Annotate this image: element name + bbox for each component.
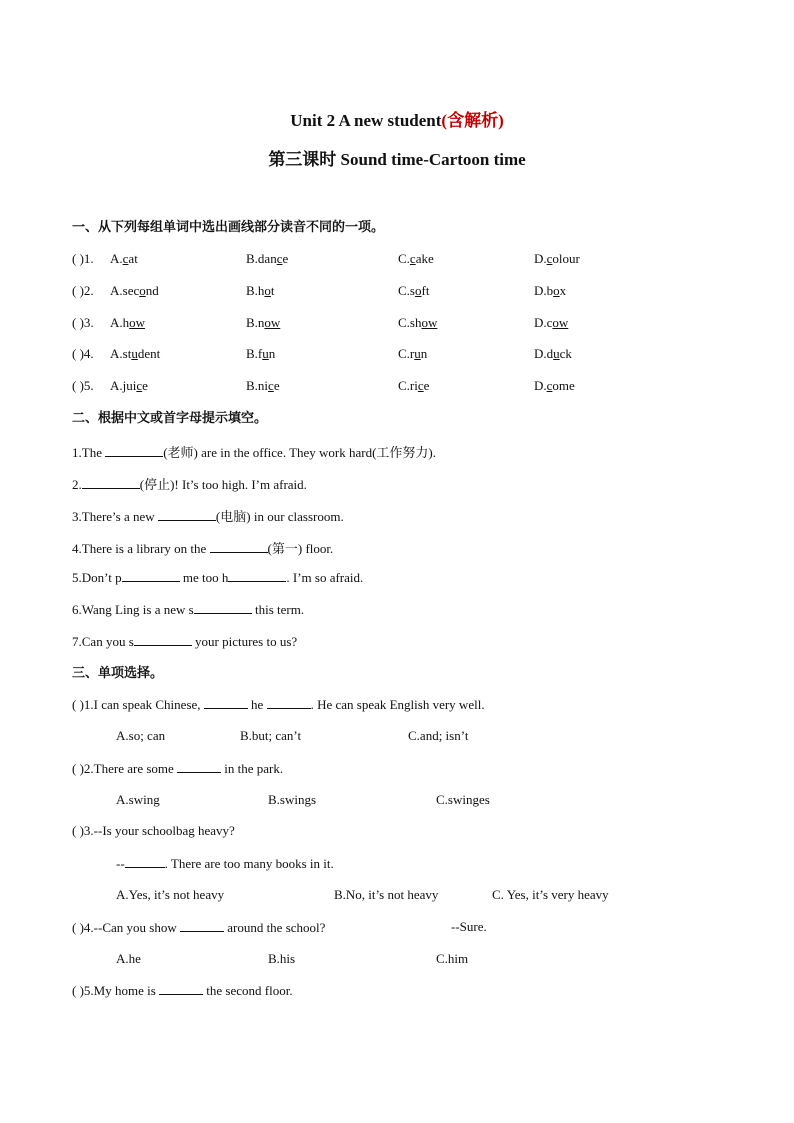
option-b[interactable]: B.No, it’s not heavy [334, 887, 439, 902]
word-part: A.sec [110, 283, 140, 298]
word-part: at [128, 251, 138, 266]
underlined-letters: c [268, 378, 274, 393]
word-part: e [282, 251, 289, 266]
word-part: dent [137, 346, 161, 361]
answer-blank[interactable] [105, 444, 163, 457]
phonics-option-d[interactable] [534, 346, 572, 362]
phonics-option-a[interactable] [110, 346, 160, 362]
phonics-item-number: ( )1. [72, 251, 94, 266]
option-a[interactable]: A.so; can [116, 728, 166, 743]
phonics-option-c[interactable] [398, 251, 434, 267]
underlined-letters: ow [264, 315, 281, 330]
phonics-option-b[interactable] [246, 283, 275, 299]
phonics-option-c[interactable] [398, 283, 429, 299]
phonics-option-d[interactable] [534, 378, 575, 394]
answer-blank[interactable] [228, 569, 286, 582]
underlined-letters: ow [552, 315, 569, 330]
word-part: e [142, 378, 148, 393]
title-main: Unit 2 A new student [290, 111, 442, 130]
underlined-letters: o [553, 283, 560, 298]
option-c[interactable]: C.him [436, 951, 469, 966]
word-part: n [268, 346, 276, 361]
word-part: ome [552, 378, 575, 393]
fill-item-2: 2. (停止)! It’s too high. I’m afraid. [72, 477, 307, 492]
phonics-option-d[interactable] [534, 251, 580, 267]
word-part: B.f [246, 346, 263, 361]
option-a[interactable]: A.swing [116, 792, 160, 807]
answer-blank[interactable] [134, 633, 192, 646]
underlined-letters: o [264, 283, 271, 298]
word-part: x [559, 283, 567, 298]
underlined-letters: o [414, 283, 422, 298]
option-b[interactable]: B.swings [268, 792, 317, 807]
word-part: ck [559, 346, 572, 361]
word-part: D.d [534, 346, 554, 361]
fill-item-6: 6.Wang Ling is a new s this term. [72, 602, 305, 617]
word-part: D. [534, 378, 547, 393]
choice-question-1: ( )1.I can speak Chinese, he . He can speak English very well. [72, 697, 485, 712]
word-part: D. [534, 251, 547, 266]
word-part: B.dan [246, 251, 277, 266]
underlined-letters: c [276, 251, 283, 266]
word-part: nd [145, 283, 159, 298]
page-title [0, 106, 794, 131]
phonics-option-a[interactable] [110, 283, 159, 299]
phonics-option-a[interactable] [110, 378, 148, 394]
answer-blank[interactable] [159, 982, 203, 995]
option-a[interactable]: A.Yes, it’s not heavy [116, 887, 225, 902]
underlined-letters: o [139, 283, 146, 298]
word-part: n [420, 346, 428, 361]
phonics-option-b[interactable] [246, 251, 288, 267]
word-part: olour [552, 251, 580, 266]
answer-blank[interactable] [177, 760, 221, 773]
answer-blank[interactable] [82, 476, 140, 489]
underlined-letters: c [409, 251, 416, 266]
answer-blank[interactable] [180, 919, 224, 932]
section2-heading: 二、根据中文或首字母提示填空。 [72, 411, 268, 426]
option-b[interactable]: B.his [268, 951, 296, 966]
answer-blank[interactable] [122, 569, 180, 582]
word-part: C.ri [398, 378, 418, 393]
word-part: e [273, 378, 280, 393]
word-part: A. [110, 251, 123, 266]
word-part: B.h [246, 283, 265, 298]
answer-blank[interactable] [125, 855, 165, 868]
underlined-letters: u [414, 346, 421, 361]
phonics-option-b[interactable] [246, 315, 280, 331]
fill-item-1: 1.The (老师) are in the office. They work hard(工作努力). [72, 445, 437, 460]
phonics-item-number: ( )3. [72, 315, 94, 330]
underlined-letters: c [122, 251, 129, 266]
word-part: C.r [398, 346, 415, 361]
option-a[interactable]: A.he [116, 951, 141, 966]
underlined-letters: u [131, 346, 138, 361]
word-part: B.ni [246, 378, 269, 393]
word-part: A.jui [110, 378, 137, 393]
section1-heading: 一、从下列每组单词中选出画线部分读音不同的一项。 [72, 220, 385, 235]
fill-item-4: 4.There is a library on the (第一) floor. [72, 541, 334, 556]
underlined-letters: c [546, 251, 553, 266]
phonics-option-b[interactable] [246, 378, 280, 394]
word-part: ake [415, 251, 434, 266]
answer-blank[interactable] [267, 696, 311, 709]
answer-blank[interactable] [210, 540, 268, 553]
option-c[interactable]: C.swinges [436, 792, 490, 807]
word-part: B.n [246, 315, 265, 330]
phonics-option-c[interactable] [398, 315, 437, 331]
fill-item-7: 7.Can you s your pictures to us? [72, 634, 298, 649]
choice-question-4: ( )4.--Can you show around the school? [72, 920, 326, 935]
fill-item-3: 3.There’s a new (电脑) in our classroom. [72, 509, 344, 524]
word-part: t [270, 283, 275, 298]
word-part: C.s [398, 283, 415, 298]
underlined-letters: ow [421, 315, 438, 330]
choice-question-5: ( )5.My home is the second floor. [72, 983, 293, 998]
underlined-letters: ow [129, 315, 146, 330]
answer-blank[interactable] [204, 696, 248, 709]
phonics-item-number: ( )2. [72, 283, 94, 298]
phonics-option-c[interactable] [398, 378, 429, 394]
underlined-letters: c [136, 378, 143, 393]
phonics-option-a[interactable] [110, 251, 138, 267]
option-b[interactable]: B.but; can’t [240, 728, 302, 743]
word-part: A.st [110, 346, 132, 361]
phonics-option-c[interactable] [398, 346, 427, 362]
question-3-answer-line: -- . There are too many books in it. [116, 856, 334, 871]
choice-question-2: ( )2.There are some in the park. [72, 761, 284, 776]
word-part: D.b [534, 283, 554, 298]
word-part: C. [398, 251, 410, 266]
section3-heading: 三、单项选择。 [72, 666, 164, 681]
title-annotation: (含解析) [441, 111, 504, 130]
fill-item-5: 5.Don’t p me too h . I’m so afraid. [72, 570, 364, 585]
phonics-option-a[interactable] [110, 315, 145, 331]
word-part: C.sh [398, 315, 422, 330]
phonics-option-d[interactable] [534, 315, 568, 331]
phonics-item-number: ( )4. [72, 346, 94, 361]
page-subtitle: 第三课时 Sound time-Cartoon time [268, 150, 526, 169]
word-part: D.c [534, 315, 553, 330]
option-c[interactable]: C.and; isn’t [408, 728, 469, 743]
phonics-item-number: ( )5. [72, 378, 94, 393]
phonics-option-b[interactable] [246, 346, 275, 362]
phonics-option-d[interactable] [534, 283, 566, 299]
word-part: ft [421, 283, 430, 298]
underlined-letters: c [546, 378, 553, 393]
choice-question-3: ( )3.--Is your schoolbag heavy? [72, 823, 235, 838]
option-c[interactable]: C. Yes, it’s very heavy [492, 887, 609, 902]
word-part: e [423, 378, 430, 393]
underlined-letters: u [262, 346, 269, 361]
underlined-letters: u [553, 346, 560, 361]
answer-blank[interactable] [158, 508, 216, 521]
underlined-letters: c [417, 378, 424, 393]
word-part: A.h [110, 315, 130, 330]
question-4-reply: --Sure. [451, 919, 487, 934]
answer-blank[interactable] [194, 601, 252, 614]
